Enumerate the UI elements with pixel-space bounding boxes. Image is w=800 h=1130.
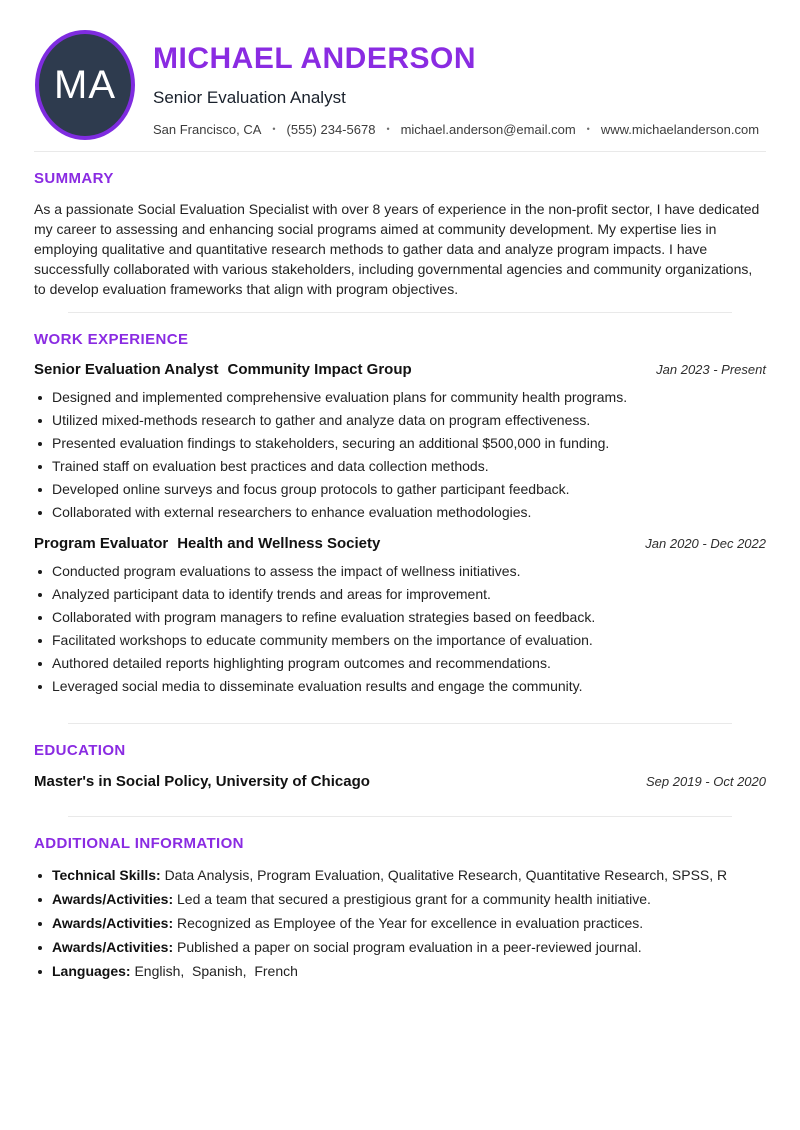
job-bullet: Utilized mixed-methods research to gather and analyze data on program effectiveness. <box>34 411 766 430</box>
job-bullet: Collaborated with external researchers to enhance evaluation methodologies. <box>34 503 766 522</box>
additional-item-label: Awards/Activities: <box>52 915 174 931</box>
section-education <box>34 742 766 791</box>
job-dates: Jan 2020 - Dec 2022 <box>645 536 766 551</box>
job-bullet: Leveraged social media to disseminate evaluation results and engage the community. <box>34 677 766 696</box>
additional-information-item <box>34 914 766 933</box>
job-bullet: Conducted program evaluations to assess the impact of wellness initiatives. <box>34 562 766 581</box>
additional-item-label: Awards/Activities: <box>52 939 174 955</box>
job-dates: Jan 2023 - Present <box>656 362 766 377</box>
additional-item-label: Languages: <box>52 963 131 979</box>
job-title-line <box>34 360 412 379</box>
additional-information-heading: ADDITIONAL INFORMATION <box>34 835 244 852</box>
resume-header <box>0 0 800 140</box>
additional-item-text: Led a team that secured a prestigious grant for a community health initiative. <box>177 891 651 907</box>
section-work-experience <box>34 331 766 696</box>
person-job-title: Senior Evaluation Analyst <box>153 87 346 107</box>
additional-item-label: Awards/Activities: <box>52 891 174 907</box>
job-bullet: Analyzed participant data to identify trends and areas for improvement. <box>34 585 766 604</box>
person-name: MICHAEL ANDERSON <box>153 42 477 75</box>
jobs-list <box>34 360 766 696</box>
job-entry-header <box>34 534 766 553</box>
job-entry-header <box>34 360 766 379</box>
summary-divider <box>68 312 732 313</box>
additional-item-text: English, Spanish, French <box>134 963 298 979</box>
job-bullet-list <box>34 388 766 522</box>
job-bullet: Facilitated workshops to educate community members on the importance of evaluation. <box>34 631 766 650</box>
job-title: Senior Evaluation Analyst <box>34 361 219 378</box>
additional-item-text: Recognized as Employee of the Year for excellence in evaluation practices. <box>177 915 644 931</box>
job-bullet: Trained staff on evaluation best practices and data collection methods. <box>34 457 766 476</box>
avatar <box>35 30 135 140</box>
additional-item-text: Data Analysis, Program Evaluation, Qualitative Research, Quantitative Research, SPSS, R <box>164 867 728 883</box>
job-title-line <box>34 534 380 553</box>
avatar-initials: MA <box>54 62 116 107</box>
job-bullet: Designed and implemented comprehensive evaluation plans for community health programs. <box>34 388 766 407</box>
additional-information-item <box>34 938 766 957</box>
section-additional-information <box>34 835 766 981</box>
job-bullet: Authored detailed reports highlighting program outcomes and recommendations. <box>34 654 766 673</box>
job-entry <box>34 360 766 522</box>
job-entry <box>34 534 766 696</box>
additional-information-item <box>34 890 766 909</box>
job-company: Health and Wellness Society <box>177 535 381 552</box>
additional-information-item <box>34 962 766 981</box>
work-experience-heading: WORK EXPERIENCE <box>34 331 189 348</box>
resume-body <box>0 170 800 981</box>
contact-item: (555) 234-5678 <box>286 121 376 137</box>
education-dates: Sep 2019 - Oct 2020 <box>646 774 766 789</box>
additional-information-item <box>34 866 766 885</box>
summary-heading: SUMMARY <box>34 170 114 187</box>
additional-item-text: Published a paper on social program evaluation in a peer-reviewed journal. <box>177 939 642 955</box>
education-heading: EDUCATION <box>34 742 126 759</box>
contact-separator-dot: • <box>386 123 390 134</box>
education-divider <box>68 816 732 817</box>
header-text <box>153 30 766 140</box>
contact-separator-dot: • <box>272 123 276 134</box>
job-bullet: Developed online surveys and focus group protocols to gather participant feedback. <box>34 480 766 499</box>
additional-information-list <box>34 866 766 981</box>
section-summary <box>34 170 766 299</box>
contact-separator-dot: • <box>586 123 590 134</box>
contact-item: www.michaelanderson.com <box>600 121 760 137</box>
contact-row <box>153 122 766 137</box>
contact-item: michael.anderson@email.com <box>400 121 576 137</box>
job-company: Community Impact Group <box>227 361 412 378</box>
work-divider <box>68 723 732 724</box>
job-bullet: Collaborated with program managers to refine evaluation strategies based on feedback. <box>34 608 766 627</box>
contact-item: San Francisco, CA <box>153 121 262 137</box>
education-degree: Master's in Social Policy, University of Chicago <box>34 773 370 790</box>
summary-text: As a passionate Social Evaluation Specialist with over 8 years of experience in the non-profit sector, I have dedicated my career to assessing and enhancing social programs aimed at community development. My expertise lies in employing qualitative and quantitative research methods to gather data and analyze program impacts. I have successfully collaborated with various stakeholders, including governmental agencies and community organizations, to develop evaluation frameworks that align with program objectives. <box>34 201 760 297</box>
education-entry <box>34 772 766 791</box>
job-bullet-list <box>34 562 766 696</box>
job-title: Program Evaluator <box>34 535 169 552</box>
job-bullet: Presented evaluation findings to stakeholders, securing an additional $500,000 in funding. <box>34 434 766 453</box>
header-divider <box>34 151 766 152</box>
additional-item-label: Technical Skills: <box>52 867 161 883</box>
